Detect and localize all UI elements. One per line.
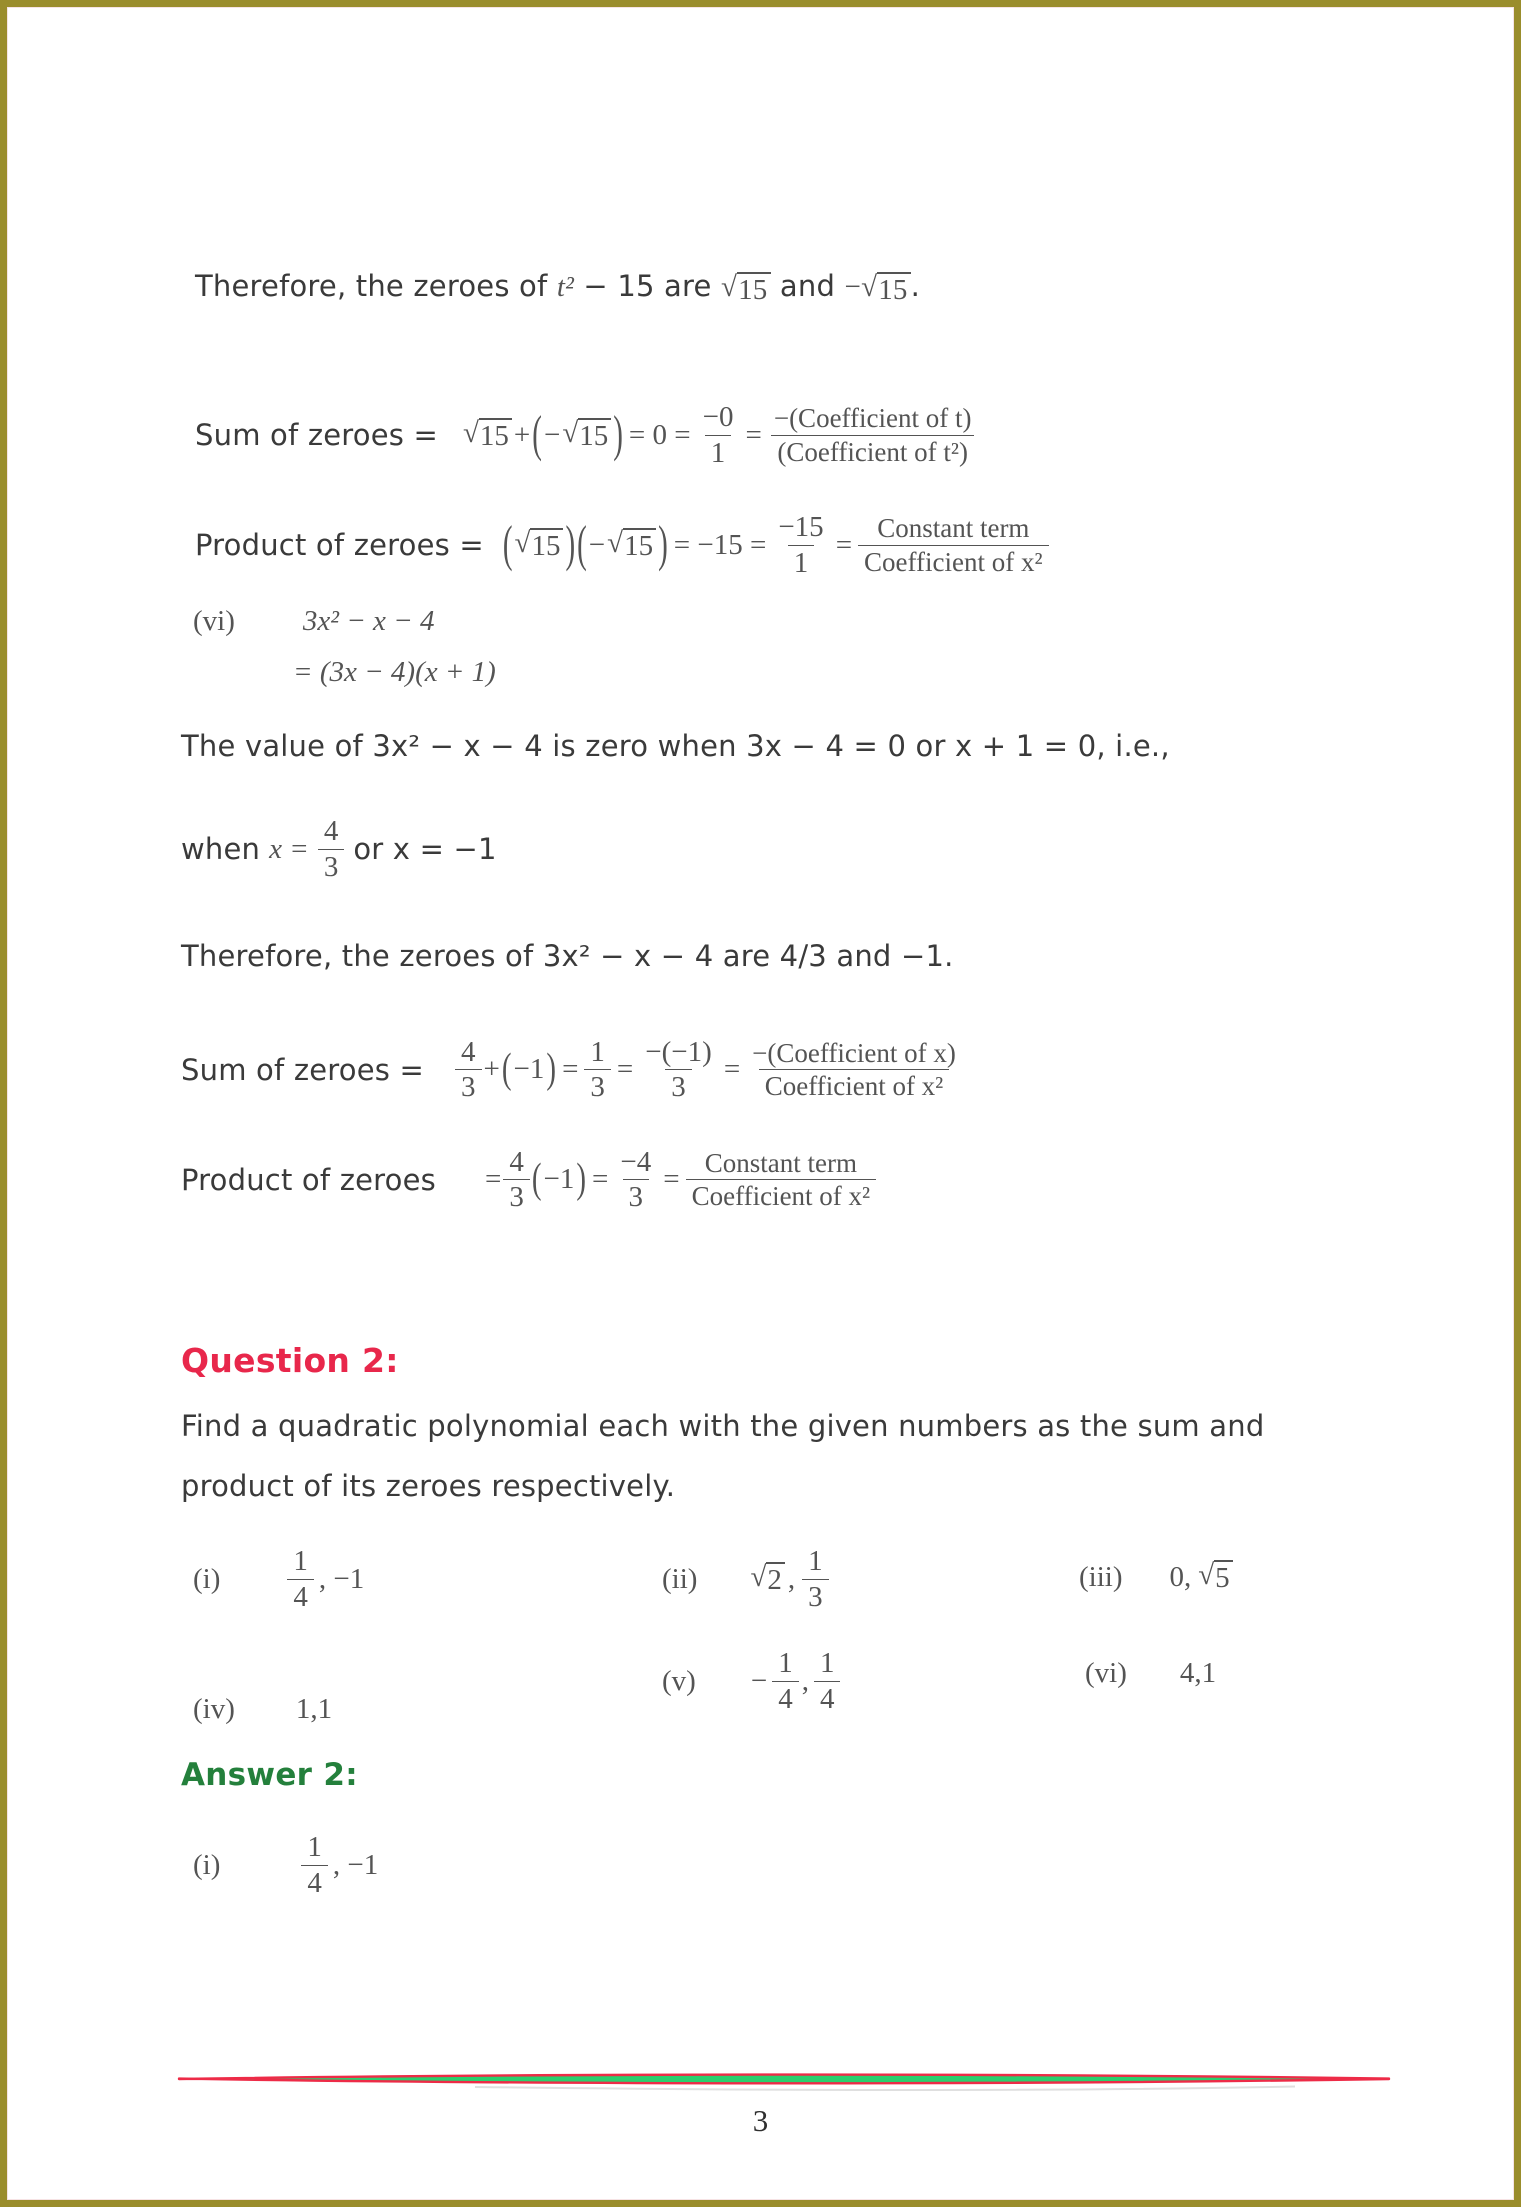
text-segment: Therefore, the zeroes of bbox=[195, 269, 557, 303]
fraction: $\frac{-15}{1}$ bbox=[778, 511, 824, 579]
radical-15: √ 15 bbox=[721, 271, 771, 307]
footer-divider bbox=[175, 2063, 1393, 2097]
answer-2-heading: Answer 2: bbox=[181, 1757, 358, 1793]
x-equals: x = bbox=[269, 832, 309, 865]
fraction: $\frac{1}{3}$ bbox=[584, 1036, 611, 1104]
item-v bbox=[662, 1631, 840, 1731]
divider-graphic bbox=[175, 2063, 1393, 2097]
negative-one: −1 bbox=[543, 1163, 575, 1195]
item-value: , −1 bbox=[318, 1562, 365, 1595]
factored-expression: = (3x − 4)(x + 1) bbox=[293, 656, 496, 688]
formula-sum-of-zeroes-1 bbox=[195, 385, 978, 485]
formula-sum-of-zeroes-2 bbox=[181, 1017, 962, 1122]
item-label: (ii) bbox=[662, 1562, 698, 1595]
item-i bbox=[193, 1529, 364, 1629]
paragraph-value: The value of 3x² − x − 4 is zero when 3x − 4 = 0 or x + 1 = 0, i.e., bbox=[181, 729, 1170, 763]
comma: , bbox=[787, 1562, 796, 1595]
close-paren: ) bbox=[546, 1045, 557, 1092]
fraction: $\frac{-0}{1}$ bbox=[702, 401, 734, 469]
radical-2: √ 2 bbox=[750, 1561, 784, 1597]
radical-15: √ 15 bbox=[515, 527, 564, 563]
minus-sign: − bbox=[750, 1664, 768, 1697]
item-value: 1,1 bbox=[295, 1692, 333, 1725]
item-value: 4,1 bbox=[1179, 1656, 1217, 1689]
plus-sign: + bbox=[513, 418, 531, 451]
open-paren: ( bbox=[577, 516, 587, 573]
constant-term-fraction: $\frac{\text{Constant term}}{\text{Coefficient of x²}}$ bbox=[858, 513, 1049, 576]
math-expression bbox=[455, 1036, 962, 1104]
fraction-1-4: $\frac{1}{4}$ bbox=[772, 1647, 799, 1715]
equals-zero: = 0 = bbox=[628, 418, 691, 451]
equals-sign: = bbox=[616, 1053, 634, 1085]
math-t-squared: t² bbox=[556, 271, 574, 303]
text-segment: when bbox=[181, 832, 261, 866]
math-expression bbox=[503, 511, 1049, 579]
paragraph-therefore-t bbox=[195, 269, 920, 307]
equals-sign: = bbox=[663, 1163, 680, 1195]
part-vi-line1-row bbox=[193, 605, 496, 638]
fraction-1-4: $\frac{1}{4}$ bbox=[287, 1545, 314, 1613]
comma: , bbox=[801, 1664, 809, 1697]
negative-one: −1 bbox=[513, 1053, 545, 1085]
close-paren: ) bbox=[613, 406, 623, 463]
equals-sign: = bbox=[484, 1163, 502, 1195]
equals-sign: = bbox=[723, 1053, 741, 1085]
paragraph-therefore-3x2: Therefore, the zeroes of 3x² − x − 4 are 4/3 and −1. bbox=[181, 939, 954, 973]
open-paren: ( bbox=[502, 516, 513, 573]
formula-label: Product of zeroes bbox=[181, 1162, 436, 1197]
formula-product-of-zeroes-2 bbox=[181, 1127, 876, 1232]
math-expression bbox=[463, 401, 978, 469]
equals-sign: = bbox=[835, 528, 853, 561]
radical-15: √ 15 bbox=[463, 417, 512, 453]
radical-5: √ 5 bbox=[1198, 1559, 1232, 1595]
text-segment: and bbox=[770, 269, 845, 303]
close-paren: ) bbox=[658, 516, 668, 573]
equals-minus15: = −15 = bbox=[673, 528, 767, 561]
fraction: $\frac{4}{3}$ bbox=[455, 1036, 482, 1104]
minus-sign: − bbox=[543, 418, 561, 451]
item-value: 0, bbox=[1169, 1560, 1192, 1593]
equals-sign: = bbox=[745, 418, 762, 451]
fraction: $\frac{4}{3}$ bbox=[503, 1146, 530, 1214]
coefficient-fraction: $\frac{\text{−(Coefficient of t)}}{\text{(Coefficient of t²)}}$ bbox=[768, 403, 978, 466]
when-line bbox=[181, 803, 497, 895]
answer-item-i bbox=[193, 1815, 378, 1915]
fraction: $\frac{-(-1)}{3}$ bbox=[645, 1035, 712, 1103]
text-segment: . bbox=[910, 269, 921, 303]
formula-label: Product of zeroes = bbox=[195, 528, 484, 562]
radical-15: √ 15 bbox=[607, 527, 656, 563]
fraction-1-4: $\frac{1}{4}$ bbox=[301, 1831, 328, 1899]
fraction-4-3: $\frac{4}{3}$ bbox=[318, 815, 345, 883]
close-paren: ) bbox=[576, 1155, 587, 1202]
text-segment: − 15 are bbox=[573, 269, 721, 303]
fraction-1-3: $\frac{1}{3}$ bbox=[802, 1545, 829, 1613]
question-2-heading: Question 2: bbox=[181, 1341, 399, 1380]
plus-sign: + bbox=[483, 1053, 500, 1085]
part-vi-block bbox=[193, 605, 496, 689]
fraction: $\frac{-4}{3}$ bbox=[620, 1145, 652, 1213]
item-vi bbox=[1085, 1643, 1216, 1703]
formula-label: Sum of zeroes = bbox=[181, 1052, 424, 1087]
fraction-1-4: $\frac{1}{4}$ bbox=[814, 1647, 841, 1715]
open-paren: ( bbox=[531, 1155, 542, 1202]
item-label: (i) bbox=[193, 1848, 221, 1881]
page-number: 3 bbox=[752, 2103, 769, 2138]
open-paren: ( bbox=[532, 406, 542, 463]
text-segment: or x = −1 bbox=[353, 832, 497, 866]
item-label: (vi) bbox=[1085, 1656, 1127, 1689]
radical-15: √ 15 bbox=[861, 271, 911, 307]
item-label: (iii) bbox=[1079, 1560, 1123, 1593]
formula-product-of-zeroes-1 bbox=[195, 495, 1049, 595]
item-label: (i) bbox=[193, 1562, 221, 1595]
item-ii bbox=[662, 1529, 829, 1629]
coefficient-fraction: $\frac{\text{−(Coefficient of x)}}{\text{Coefficient of x²}}$ bbox=[752, 1037, 956, 1101]
constant-term-fraction: $\frac{\text{Constant term}}{\text{Coefficient of x²}}$ bbox=[686, 1148, 877, 1211]
item-iii bbox=[1079, 1547, 1233, 1607]
radical-15: √ 15 bbox=[562, 417, 611, 453]
item-label: (v) bbox=[662, 1664, 696, 1697]
divider-shadow-line bbox=[475, 2087, 1295, 2091]
question-2-body-line2: product of its zeroes respectively. bbox=[181, 1469, 676, 1503]
question-2-body-line1: Find a quadratic polynomial each with the given numbers as the sum and bbox=[181, 1409, 1265, 1443]
equals-sign: = bbox=[562, 1053, 579, 1085]
math-expression bbox=[485, 1146, 876, 1214]
close-paren: ) bbox=[565, 516, 576, 573]
item-label: (iv) bbox=[193, 1692, 235, 1725]
item-iv bbox=[193, 1679, 332, 1739]
polynomial-expression: 3x² − x − 4 bbox=[302, 605, 435, 637]
equals-sign: = bbox=[592, 1163, 609, 1195]
item-value: , −1 bbox=[332, 1848, 379, 1881]
open-paren: ( bbox=[501, 1045, 512, 1092]
formula-label: Sum of zeroes = bbox=[195, 418, 438, 452]
minus-sign: − bbox=[844, 271, 862, 303]
minus-sign: − bbox=[588, 528, 606, 561]
part-label: (vi) bbox=[193, 605, 235, 637]
